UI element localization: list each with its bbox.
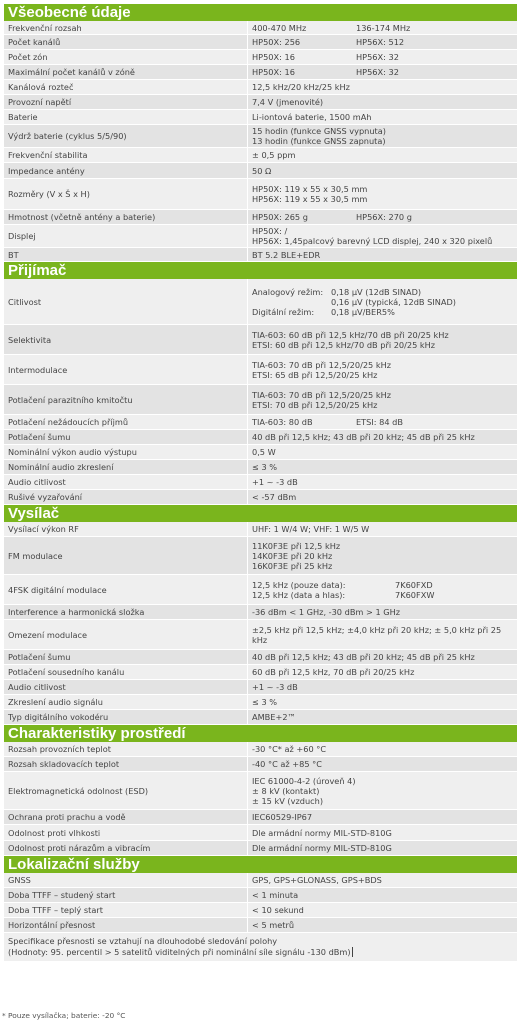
value-text: 11K0F3E při 12,5 kHz [252,540,341,551]
value-line [252,920,517,930]
spec-value [248,148,517,162]
spec-row [4,810,517,825]
value-line [252,52,517,62]
spec-label: BT [4,248,248,261]
spec-row [4,210,517,225]
spec-row [4,710,517,725]
spec-value [248,810,517,824]
value-line [252,524,517,534]
spec-label: Rozměry (V x Š x H) [4,179,248,209]
value-text: ± 8 kV (kontakt) [252,785,320,796]
spec-row [4,620,517,650]
value-text: Dle armádní normy MIL-STD-810G [252,843,392,853]
spec-value [248,903,517,917]
value-line [252,625,517,645]
value-text: HP50X: 16 [252,52,295,62]
spec-row [4,757,517,772]
spec-label: Provozní napětí [4,95,248,109]
spec-label: Potlačení šumu [4,650,248,664]
value-line [252,432,517,442]
note-line: Specifikace přesnosti se vztahují na dlouhodobé sledování polohy [8,936,278,946]
spec-label: Rozsah skladovacích teplot [4,757,248,771]
value-text: 50 Ω [252,165,272,176]
spec-label: Audio citlivost [4,680,248,694]
spec-row [4,355,517,385]
spec-row [4,21,517,35]
value-text: < 1 minuta [252,890,299,900]
value-text: HP50X: 119 x 55 x 30,5 mm [252,184,368,194]
spec-row [4,35,517,50]
spec-label: Počet kanálů [4,35,248,49]
value-text: ≤ 3 % [252,697,278,707]
value-text: 60 dB při 12,5 kHz, 70 dB při 20/25 kHz [252,667,415,677]
value-text: 0,16 μV (typická, 12dB SINAD) [331,296,456,307]
value-text: TIA-603: 80 dB [252,417,313,427]
spec-value [248,680,517,694]
spec-row [4,445,517,460]
spec-label: Citlivost [4,279,248,324]
value-line [252,97,517,107]
value-text: HP56X: 32 [356,67,399,77]
spec-value [248,665,517,679]
spec-label: Doba TTFF – studený start [4,888,248,902]
spec-label: Horizontální přesnost [4,918,248,932]
value-line [252,112,517,122]
spec-row [4,50,517,65]
spec-row [4,841,517,856]
spec-row [4,772,517,810]
value-text: HP50X: 256 [252,37,301,47]
value-text: -36 dBm < 1 GHz, -30 dBm > 1 GHz [252,607,401,617]
value-text: < -57 dBm [252,492,297,502]
value-text: Li-iontová baterie, 1500 mAh [252,112,372,122]
spec-row [4,888,517,903]
spec-row [4,695,517,710]
spec-row [4,665,517,680]
spec-label: Impedance antény [4,163,248,178]
value-text: -40 °C až +85 °C [252,759,322,769]
spec-label: FM modulace [4,537,248,574]
spec-label: Výdrž baterie (cyklus 5/5/90) [4,125,248,147]
value-line [252,126,517,136]
spec-label: 4FSK digitální modulace [4,575,248,604]
spec-label: Hmotnost (včetně antény a baterie) [4,210,248,224]
value-text: < 10 sekund [252,905,304,915]
spec-row [4,163,517,179]
spec-value [248,21,517,34]
accuracy-note [4,933,517,961]
spec-label: Vysílací výkon RF [4,522,248,536]
value-line [252,712,517,722]
spec-row [4,873,517,888]
spec-row [4,650,517,665]
value-text [252,297,331,307]
spec-label: GNSS [4,873,248,887]
value-line [252,541,517,551]
value-text: HP50X: / [252,226,288,236]
spec-label: Rušivé vyzařování [4,490,248,504]
spec-label: Interference a harmonická složka [4,605,248,619]
value-text: ≤ 3 % [252,462,278,472]
spec-row [4,148,517,163]
spec-row [4,279,517,325]
spec-row [4,225,517,248]
spec-value [248,605,517,619]
value-text: TIA-603: 70 dB při 12,5/20/25 kHz [252,359,392,370]
value-text: 0,18 μV/BER5% [331,306,395,317]
value-line [252,744,517,754]
value-line [252,875,517,885]
spec-value [248,50,517,64]
value-text: 136-174 MHz [356,22,411,33]
value-line [252,297,517,307]
spec-value [248,279,517,324]
footnote: * Pouze vysílačka; baterie: -20 °C [2,1011,126,1020]
value-text: HP56X: 32 [356,52,399,62]
spec-label: Odolnost proti nárazům a vibracím [4,841,248,855]
value-text: +1 ~ -3 dB [252,682,298,692]
spec-table [4,4,517,961]
spec-value [248,65,517,79]
section-title: Charakteristiky prostředí [4,725,517,742]
value-line [252,23,517,33]
value-line [252,150,517,160]
spec-label: Ochrana proti prachu a vodě [4,810,248,824]
value-text: 7K60FXD [395,579,433,590]
value-line [252,590,517,600]
value-line [252,607,517,617]
value-line [252,417,517,427]
value-line [252,652,517,662]
value-line [252,307,517,317]
value-text: 7K60FXW [395,589,435,600]
spec-value [248,179,517,209]
spec-row [4,248,517,262]
value-line [252,194,517,204]
spec-row [4,537,517,575]
spec-label: Displej [4,225,248,247]
spec-value [248,430,517,444]
value-text: HP56X: 512 [356,37,405,47]
value-text: < 5 metrů [252,920,295,930]
spec-label: Doba TTFF – teplý start [4,903,248,917]
value-line [252,236,517,246]
spec-value [248,772,517,809]
value-line [252,400,517,410]
value-line [252,561,517,571]
value-text: 12,5 kHz/20 kHz/25 kHz [252,82,350,92]
value-text: HP50X: 265 g [252,212,308,222]
spec-value [248,888,517,902]
spec-value [248,825,517,840]
value-text: GPS, GPS+GLONASS, GPS+BDS [252,875,382,885]
spec-value [248,620,517,649]
spec-label: Audio citlivost [4,475,248,489]
spec-value [248,918,517,932]
value-text: 7,4 V (jmenovité) [252,97,324,107]
spec-row [4,680,517,695]
spec-row [4,825,517,841]
value-text: 0,18 μV (12dB SINAD) [331,286,422,297]
value-line [252,184,517,194]
spec-label: Rozsah provozních teplot [4,742,248,756]
spec-value [248,325,517,354]
spec-label: Frekvenční rozsah [4,21,248,34]
value-text: IEC60529-IP67 [252,812,313,822]
value-text: 40 dB při 12,5 kHz; 43 dB při 20 kHz; 45 dB při 25 kHz [252,432,475,442]
value-line [252,370,517,380]
value-text: 0,5 W [252,447,276,457]
value-text: 400-470 MHz [252,22,307,33]
spec-value [248,757,517,771]
value-text: AMBE+2™ [252,712,296,722]
spec-row [4,110,517,125]
spec-value [248,210,517,224]
spec-row [4,80,517,95]
spec-value [248,742,517,756]
spec-label: Počet zón [4,50,248,64]
spec-label: Zkreslení audio signálu [4,695,248,709]
value-line [252,67,517,77]
spec-value [248,490,517,504]
value-line [252,796,517,806]
value-line [252,340,517,350]
value-line [252,759,517,769]
value-line [252,166,517,176]
spec-label: Nominální výkon audio výstupu [4,445,248,459]
spec-row [4,918,517,933]
spec-label: Elektromagnetická odolnost (ESD) [4,772,248,809]
spec-row [4,325,517,355]
spec-value [248,575,517,604]
spec-label: Baterie [4,110,248,124]
spec-row [4,95,517,110]
spec-value [248,80,517,94]
value-line [252,212,517,222]
spec-value [248,163,517,178]
value-line [252,462,517,472]
section-title: Vysílač [4,505,517,522]
spec-value [248,460,517,474]
section-title: Všeobecné údaje [4,4,517,21]
spec-value [248,695,517,709]
value-text: HP56X: 119 x 55 x 30,5 mm [252,194,368,204]
value-text: HP56X: 1,45palcový barevný LCD displej, 240 x 320 pixelů [252,236,493,246]
spec-row [4,742,517,757]
spec-value [248,873,517,887]
value-text: 12,5 kHz (data a hlas): [252,589,346,600]
spec-label: Omezení modulace [4,620,248,649]
spec-label: Selektivita [4,325,248,354]
spec-value [248,355,517,384]
spec-row [4,415,517,430]
spec-label: Typ digitálního vokodéru [4,710,248,724]
spec-value [248,248,517,261]
spec-label: Kanálová rozteč [4,80,248,94]
spec-value [248,415,517,429]
spec-row [4,460,517,475]
value-text: 13 hodin (funkce GNSS zapnuta) [252,136,386,146]
value-line [252,37,517,47]
value-line [252,776,517,786]
value-text: 12,5 kHz (pouze data): [252,579,346,590]
spec-row [4,522,517,537]
value-text: Dle armádní normy MIL-STD-810G [252,827,392,838]
section-title: Přijímač [4,262,517,279]
value-line [252,580,517,590]
value-text: 14K0F3E při 20 kHz [252,550,333,561]
spec-row [4,575,517,605]
value-line [252,890,517,900]
value-text: +1 ~ -3 dB [252,477,298,487]
value-text: ETSI: 65 dB při 12,5/20/25 kHz [252,369,378,380]
value-text: 16K0F3E při 25 kHz [252,560,333,571]
value-line [252,682,517,692]
value-text: ± 0,5 ppm [252,150,296,160]
value-text: 15 hodin (funkce GNSS vypnuta) [252,126,386,136]
spec-row [4,125,517,148]
value-line [252,843,517,853]
spec-label: Intermodulace [4,355,248,384]
value-line [252,82,517,92]
spec-value [248,710,517,724]
value-text: TIA-603: 60 dB při 12,5 kHz/70 dB při 20/25 kHz [252,329,449,340]
spec-value [248,475,517,489]
spec-row [4,605,517,620]
value-line [252,667,517,677]
spec-value [248,110,517,124]
value-line [252,360,517,370]
spec-row [4,385,517,415]
value-line [252,786,517,796]
spec-row [4,430,517,445]
section-title: Lokalizační služby [4,856,517,873]
note-line: (Hodnoty: 95. percentil > 5 satelitů viditelných při nominální síle signálu -130 dBm) [8,947,351,957]
value-text: 40 dB při 12,5 kHz; 43 dB při 20 kHz; 45 dB při 25 kHz [252,652,475,662]
value-line [252,226,517,236]
spec-label: Potlačení nežádoucích příjmů [4,415,248,429]
spec-label: Maximální počet kanálů v zóně [4,65,248,79]
value-line [252,330,517,340]
spec-value [248,445,517,459]
spec-label: Potlačení šumu [4,430,248,444]
value-text: ETSI: 70 dB při 12,5/20/25 kHz [252,399,378,410]
spec-value [248,650,517,664]
value-text: ETSI: 84 dB [356,417,403,427]
spec-row [4,65,517,80]
spec-row [4,903,517,918]
spec-value [248,225,517,247]
spec-value [248,537,517,574]
value-text: IEC 61000-4-2 (úroveň 4) [252,775,356,786]
value-line [252,492,517,502]
value-line [252,697,517,707]
value-line [252,905,517,915]
spec-value [248,522,517,536]
value-text: TIA-603: 70 dB při 12,5/20/25 kHz [252,389,392,400]
value-line [252,812,517,822]
value-text: -30 °C* až +60 °C [252,744,327,754]
spec-label: Odolnost proti vlhkosti [4,825,248,840]
spec-row [4,490,517,505]
value-text: BT 5.2 BLE+EDR [252,249,321,260]
value-line [252,447,517,457]
value-text: Analogový režim: [252,286,324,297]
value-line [252,551,517,561]
spec-value [248,125,517,147]
value-text: HP50X: 16 [252,67,295,77]
value-text: ETSI: 60 dB při 12,5 kHz/70 dB při 20/25 kHz [252,339,436,350]
spec-value [248,35,517,49]
spec-label: Potlačení parazitního kmitočtu [4,385,248,414]
value-text: ± 15 kV (vzduch) [252,795,324,806]
value-text: UHF: 1 W/4 W; VHF: 1 W/5 W [252,524,370,534]
value-line [252,390,517,400]
spec-row [4,475,517,490]
spec-value [248,95,517,109]
value-line [252,250,517,260]
spec-value [248,385,517,414]
spec-row [4,179,517,210]
value-text: ±2,5 kHz při 12,5 kHz; ±4,0 kHz při 20 kHz; ± 5,0 kHz při 25 kHz [252,624,502,645]
value-line [252,477,517,487]
value-text: HP56X: 270 g [356,212,412,222]
value-line [252,136,517,146]
spec-label: Frekvenční stabilita [4,148,248,162]
spec-value [248,841,517,855]
value-line [252,828,517,838]
value-line [252,287,517,297]
spec-label: Nominální audio zkreslení [4,460,248,474]
value-text: Digitální režim: [252,306,315,317]
spec-label: Potlačení sousedního kanálu [4,665,248,679]
